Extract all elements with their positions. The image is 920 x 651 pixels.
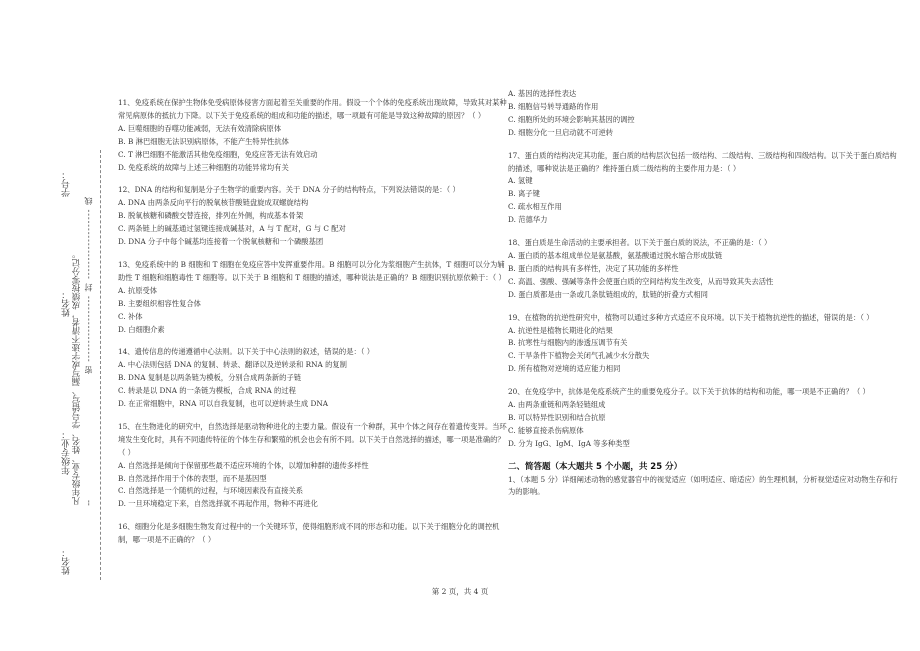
name-label-2: 姓名： — [62, 548, 72, 575]
page-number: 第 2 页，共 4 页 — [431, 587, 489, 596]
question-20: 20、在免疫学中，抗体是免疫系统产生的重要免疫分子。以下关于抗体的结构和功能，哪一项是不正确的？（ ） A. 由两条重链和两条轻链组成 B. 可以特异性识别和结合抗原 C. 能够直接杀伤病原体 D. 分为 IgG、IgM、IgA 等多种类型 — [508, 387, 870, 448]
cut-line — [100, 150, 101, 580]
warning-text: 凡年级专业、姓名、学号错写、漏写或字迹不清者，成绩按零分记。 — [72, 250, 82, 505]
grade-major-label: 年级专业： — [62, 430, 72, 475]
left-column — [118, 97, 508, 547]
question-12: 12、DNA 的结构和复制是分子生物学的重要内容。关于 DNA 分子的结构特点，下列说法错误的是：（ ） A. DNA 由两条反向平行的脱氧核苷酸链盘旋成双螺旋结构 B. 脱氧核糖和磷酸交替连接，排列在外侧，构成基本骨架 C. 两条链上的碱基通过氢键连接成碱基对，A 与 T 配对，G 与 C 配对 D. DNA 分子中每个碱基均连接着一个脱氧核糖和一个磷酸基团 — [118, 185, 460, 247]
section-2-title: 二、简答题（本大题共 5 个小题，共 25 分） — [508, 461, 683, 472]
question-15: 15、在生物进化的研究中，自然选择是驱动物种进化的主要力量。假设有一个种群，其中个体之间存在着遗传变异。当环境发生变化时，具有不同遗传特征的个体生存和繁殖的机会也会有所不同。以下关于自然选择的描述，哪一项是准确的？（ ） A. 自然选择是倾向于保留那些最不适应环境的个体，以增加种群的遗传多样性 B. 自然选择作用于个体的表型，而不是基因型 C. 自然选择是一个随机的过程，与环境因素没有直接关系 D. 一旦环境稳定下来，自然选择就不再起作用，物种不再进化 — [118, 421, 507, 509]
name-label: 姓名： — [62, 290, 72, 317]
question-14: 14、遗传信息的传递遵循中心法则。以下关于中心法则的叙述，错误的是：（ ） A. 中心法则包括 DNA 的复制、转录、翻译以及逆转录和 RNA 的复制 B. DNA 复制是以两条链为模板，分别合成两条新的子链 C. 转录是以 DNA 的一条链为模板，合成 RNA 的过程 D. 在正常细胞中，RNA 可以自我复制，也可以逆转录生成 DNA — [118, 347, 375, 409]
short-answer-1: 1、（本题 5 分）详细阐述动物的感觉器官中的视觉适应（如明适应、暗适应）的生理机制，分析视觉适应对动物生存和行为的影响。 — [508, 474, 898, 497]
binding-margin — [0, 0, 110, 651]
question-13: 13、免疫系统中的 B 细胞和 T 细胞在免疫应答中发挥重要作用。B 细胞可以分化为浆细胞产生抗体，T 细胞可以分为辅助性 T 细胞和细胞毒性 T 细胞等。以下关于 B 细胞和 T 细胞的描述，哪种说法是正确的？B 细胞识别抗原依赖于：（ ） A. 抗原受体 B. 主要组织相容性复合体 C. 补体 D. 白细胞介素 — [118, 259, 506, 334]
question-19: 19、在植物的抗逆性研究中，植物可以通过多种方式适应不良环境。以下关于植物抗逆性的描述，错误的是：（ ） A. 抗逆性是植物长期进化的结果 B. 抗寒性与细胞内的渗透压调节有关 C. 干旱条件下植物会关闭气孔减少水分散失 D. 所有植物对逆境的适应能力相同 — [508, 312, 874, 374]
question-17: 17、蛋白质的结构决定其功能，蛋白质的结构层次包括一级结构、二级结构、三级结构和四级结构。以下关于蛋白质结构的描述，哪种说法是正确的？维持蛋白质二级结构的主要作用力是：（ ） A. 氢键 B. 离子键 C. 疏水相互作用 D. 范德华力 — [508, 150, 897, 225]
dash-mark: -- — [84, 500, 94, 506]
right-column — [508, 88, 898, 499]
question-11: 11、免疫系统在保护生物体免受病原体侵害方面起着至关重要的作用。假设一个个体的免疫系统出现故障，导致其对某种常见病原体的抵抗力下降。以下关于免疫系统的组成和功能的描述，哪一项最有可能是导致这种故障的原因？（ ） A. 巨噬细胞的吞噬功能减弱，无法有效清除病原体 B. B 淋巴细胞无法识别病原体，不能产生特异性抗体 C. T 淋巴细胞不能激活其他免疫细胞，免疫应答无法有效启动 D. 免疫系统的故障与上述三种细胞的功能异常均有关 — [118, 98, 507, 172]
question-16-options: A. 基因的选择性表达 B. 细胞信号转导通路的作用 C. 细胞所处的环境会影响其基因的调控 D. 细胞分化一旦启动就不可逆转 — [508, 89, 635, 137]
question-16: 16、细胞分化是多细胞生物发育过程中的一个关键环节，使得细胞形成不同的形态和功能。以下关于细胞分化的调控机制，哪一项是不正确的？（ ） — [118, 522, 500, 545]
student-id-label: 学号： — [62, 170, 72, 197]
seal-line-text: 密 ------------------ 封 ------------------- 线 — [84, 196, 93, 375]
question-18: 18、蛋白质是生命活动的主要承担者。以下关于蛋白质的说法，不正确的是：（ ） A. 蛋白质的基本组成单位是氨基酸，氨基酸通过脱水缩合形成肽链 B. 蛋白质的结构具有多样性，决定了其功能的多样性 C. 高温、强酸、强碱等条件会使蛋白质的空间结构发生改变，从而导致其失去活性 D. 蛋白质都是由一条或几条肽链组成的，肽链的折叠方式相同 — [508, 238, 774, 299]
